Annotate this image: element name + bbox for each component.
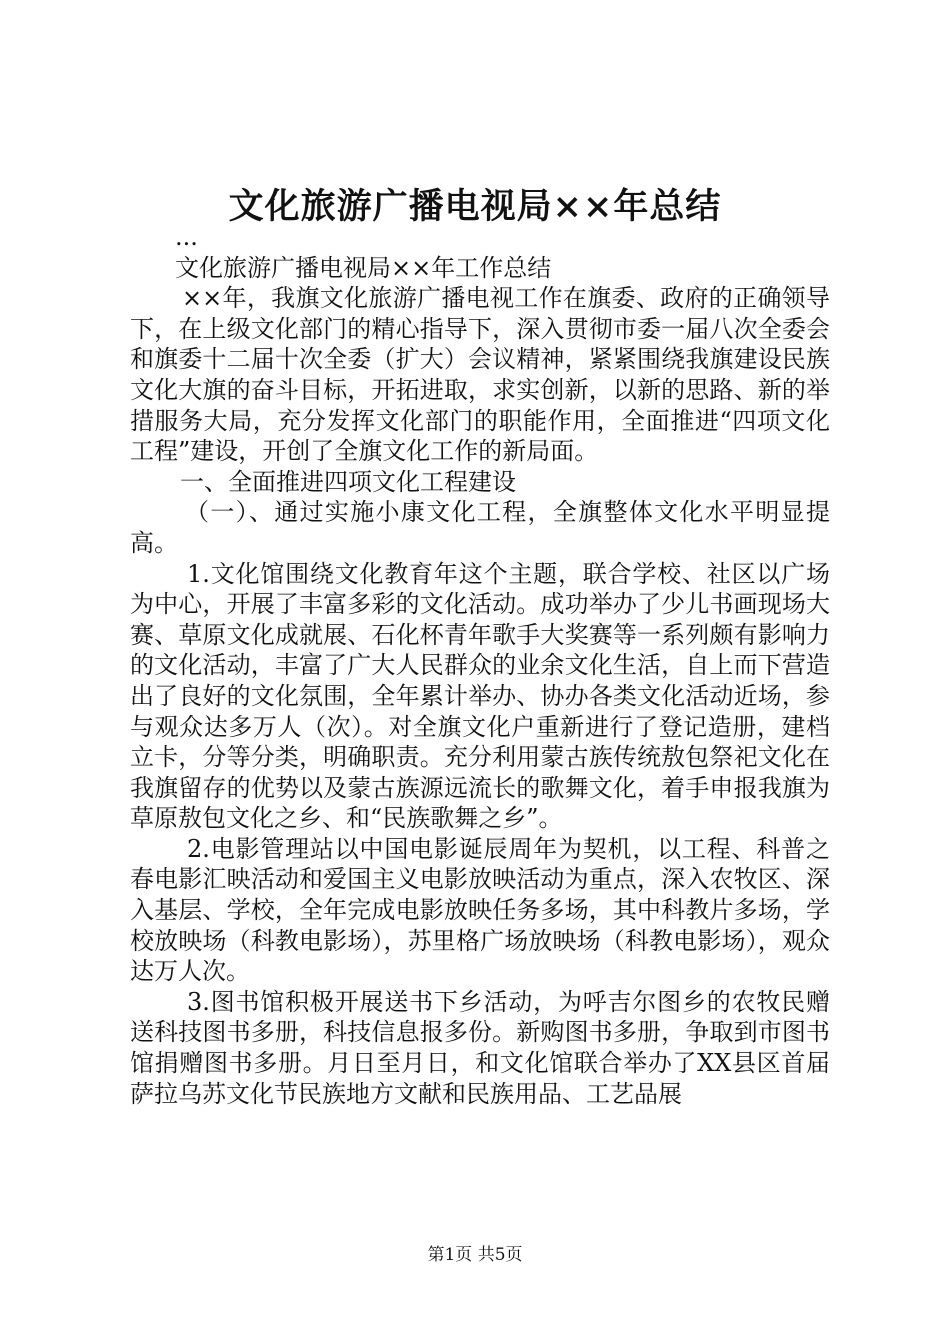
document-body [130, 222, 830, 1109]
ellipsis-line: ... [175, 223, 198, 251]
item-paragraph-3: 3.图书馆积极开展送书下乡活动，为呼吉尔图乡的农牧民赠送科技图书多册，科技信息报多份。新购图书多册，争取到市图书馆捐赠图书多册。月日至月日，和文化馆联合举办了XX县区首届萨拉乌苏文化节民族地方文献和民族用品、工艺品展 [130, 987, 830, 1108]
document-title: 文化旅游广播电视局××年总结 [228, 186, 722, 227]
section-heading-1: 一、全面推进四项文化工程建设 [180, 467, 516, 496]
document-subtitle: 文化旅游广播电视局××年工作总结 [175, 253, 552, 282]
item-paragraph-1: 1.文化馆围绕文化教育年这个主题，联合学校、社区以广场为中心，开展了丰富多彩的文化活动。成功举办了少儿书画现场大赛、草原文化成就展、石化杯青年歌手大奖赛等一系列颇有影响力的文化活动，丰富了广大人民群众的业余文化生活，自上而下营造出了良好的文化氛围，全年累计举办、协办各类文化活动近场，参与观众达多万人（次）。对全旗文化户重新进行了登记造册，建档立卡，分等分类，明确职责。充分利用蒙古族传统敖包祭祀文化在我旗留存的优势以及蒙古族源远流长的歌舞文化，着手申报我旗为草原敖包文化之乡、和“民族歌舞之乡”。 [130, 559, 830, 833]
page-footer: 第1页 共5页 [427, 1245, 523, 1265]
subsection-heading-1: （一）、通过实施小康文化工程，全旗整体文化水平明显提高。 [130, 498, 830, 557]
item-paragraph-2: 2.电影管理站以中国电影诞辰周年为契机，以工程、科普之春电影汇映活动和爱国主义电影放映活动为重点，深入农牧区、深入基层、学校，全年完成电影放映任务多场，其中科教片多场，学校放映场（科教电影场），苏里格广场放映场（科教电影场），观众达万人次。 [130, 834, 830, 986]
intro-paragraph: ××年，我旗文化旅游广播电视工作在旗委、政府的正确领导下，在上级文化部门的精心指导下，深入贯彻市委一届八次全委会和旗委十二届十次全委（扩大）会议精神，紧紧围绕我旗建设民族文化大旗的奋斗目标，开拓进取，求实创新，以新的思路、新的举措服务大局，充分发挥文化部门的职能作用，全面推进“四项文化工程”建设，开创了全旗文化工作的新局面。 [130, 284, 830, 466]
